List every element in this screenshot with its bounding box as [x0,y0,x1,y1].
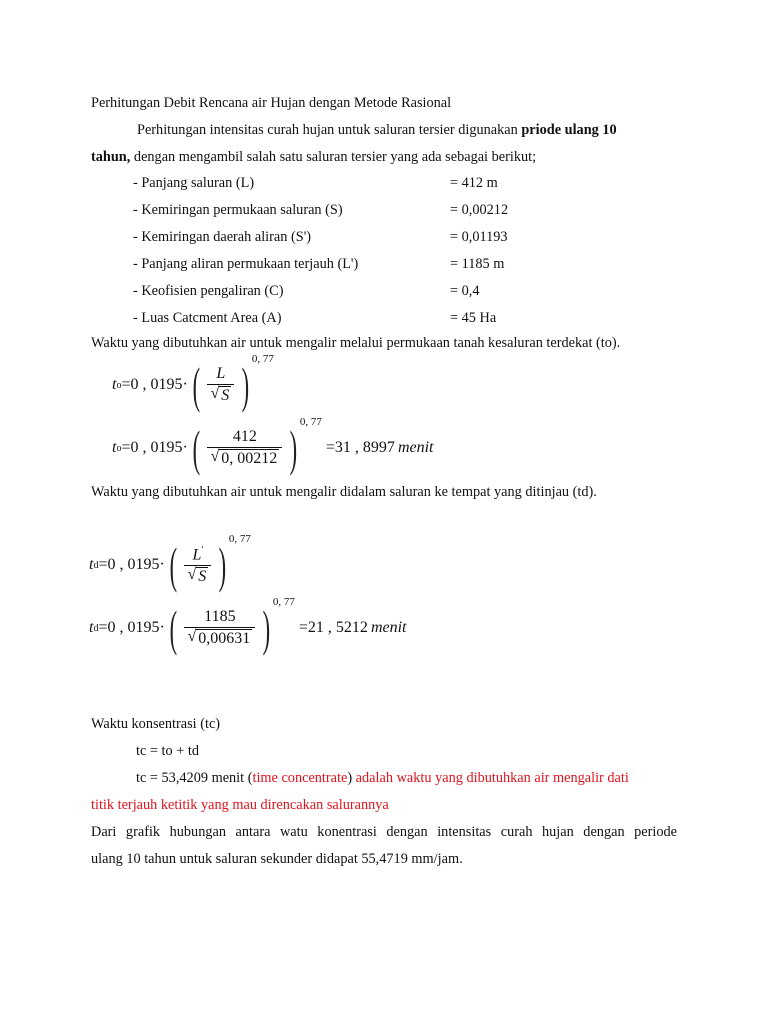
param-label-2: - Kemiringan daerah aliran (S') [133,229,312,245]
sqrt-icon: √ [210,385,220,403]
equation-to-symbolic: t o =0 , 0195· ( L √ S ) 0, 77 [112,353,274,413]
tc-definition-cont: titik terjauh ketitik yang mau direncakan salurannya [91,797,389,813]
eq-exponent: 0, 77 [251,353,274,365]
equation-td-symbolic: t d =0 , 0195· ( L' √ S ) 0, 77 [89,533,251,593]
eq-denominator: √ S [207,384,234,405]
tc-heading: Waktu konsentrasi (tc) [91,716,221,732]
equation-td-numeric: t d =0 , 0195· ( 1185 √ 0,00631 ) 0, 77 =21 , 5212 menit [89,596,407,656]
param-label-1: - Kemiringan permukaan saluran (S) [133,202,343,218]
param-label-4: - Keofisien pengaliran (C) [133,283,284,299]
eq-denominator-value: √ 0, 00212 [207,447,282,468]
param-label-0: - Panjang saluran (L) [133,175,255,191]
closing-line-1: Dari grafik hubungan antara watu konentrasi dengan intensitas curah hujan dengan periode [91,824,677,840]
intro-bold-2: tahun, [91,149,131,165]
param-value-3: = 1185 m [450,256,505,272]
sqrt-icon: √ [210,448,220,466]
param-label-5: - Luas Catcment Area (A) [133,310,282,326]
intro-text: Perhitungan intensitas curah hujan untuk saluran tersier digunakan [137,122,522,138]
eq-coef: =0 , 0195· [121,376,188,393]
param-value-2: = 0,01193 [450,229,508,245]
intro-line-2 [91,149,536,166]
tc-result: tc = 53,4209 menit ( [136,770,253,786]
tc-formula: tc = to + td [136,743,199,759]
tc-term: time concentrate [252,770,348,786]
sqrt-icon: √ [187,565,197,583]
tc-result-line: tc = 53,4209 menit (time concentrate) adalah waktu yang dibutuhkan air mengalir dati [136,770,629,786]
eq-fraction [207,365,234,405]
param-value-1: = 0,00212 [450,202,509,218]
eq-numerator-value: 412 [232,428,257,446]
to-description: Waktu yang dibutuhkan air untuk mengalir melalui permukaan tanah kesaluran terdekat (to). [91,335,621,351]
intro-text-2: dengan mengambil salah satu saluran tersier yang ada sebagai berikut; [130,149,537,165]
intro-bold: priode ulang 10 [521,122,617,138]
param-value-0: = 412 m [450,175,498,191]
intro-line-1 [137,122,617,139]
equation-to-numeric: t o =0 , 0195· ( 412 √ 0, 00212 ) 0, 77 =31 , 8997 menit [112,416,434,476]
param-value-5: = 45 Ha [450,310,497,326]
param-value-4: = 0,4 [450,283,480,299]
tc-definition: adalah waktu yang dibutuhkan air mengalir dati [352,770,629,786]
eq-sub: o [116,379,122,391]
eq-result: =31 , 8997 [325,439,395,456]
eq-var: t [112,376,117,393]
sqrt-icon: √ [187,628,197,646]
eq-numerator: L [216,365,226,383]
document-title: Perhitungan Debit Rencana air Hujan dengan Metode Rasional [91,95,452,111]
param-label-3: - Panjang aliran permukaan terjauh (L') [133,256,359,272]
closing-line-2: ulang 10 tahun untuk saluran sekunder didapat 55,4719 mm/jam. [91,851,463,867]
eq-unit: menit [397,439,434,456]
td-description: Waktu yang dibutuhkan air untuk mengalir didalam saluran ke tempat yang ditinjau (td). [91,484,597,500]
